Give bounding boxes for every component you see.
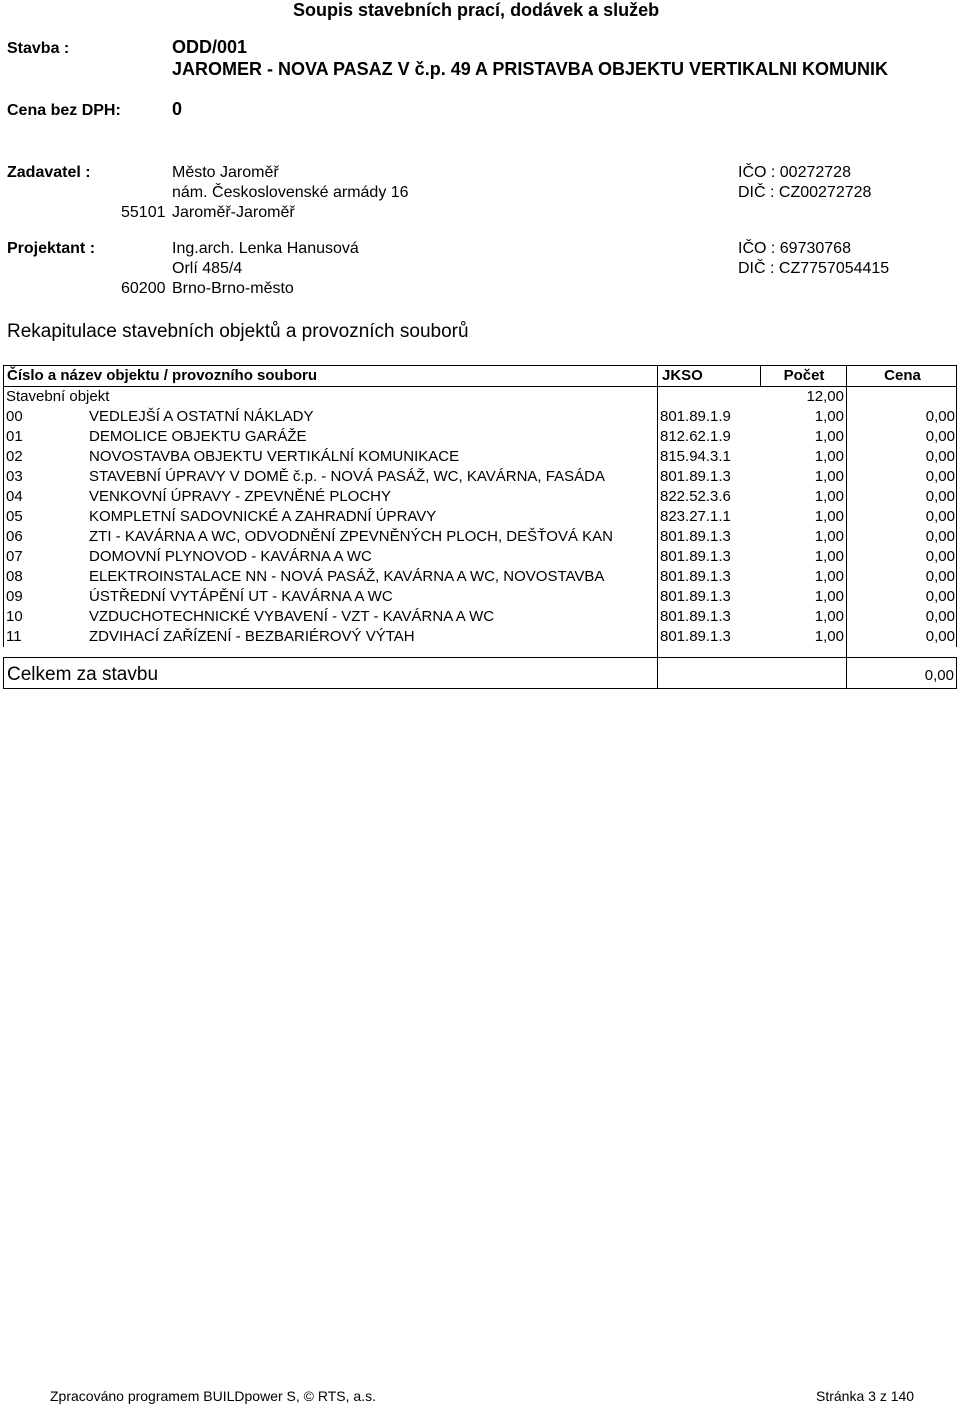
row-jkso: 815.94.3.1 [660,448,731,465]
projektant-ico: IČO : 69730768 [738,240,851,257]
row-name: ÚSTŘEDNÍ VYTÁPĚNÍ UT - KAVÁRNA A WC [89,588,393,605]
row-jkso: 801.89.1.3 [660,468,731,485]
footer-program: Zpracováno programem BUILDpower S, © RTS, a.s. [50,1388,376,1404]
row-name: VZDUCHOTECHNICKÉ VYBAVENÍ - VZT - KAVÁRNA A WC [89,608,495,625]
row-pocet: 1,00 [814,528,844,545]
stavba-name: JAROMER - NOVA PASAZ V č.p. 49 A PRISTAVBA OBJEKTU VERTIKALNI KOMUNIK [172,59,889,79]
row-jkso: 812.62.1.9 [660,428,731,445]
row-jkso: 801.89.1.3 [660,628,731,645]
projektant-street: Orlí 485/4 [172,260,243,277]
table-row [4,427,956,447]
row-cena: 0,00 [925,608,955,625]
group-label: Stavební objekt [6,388,110,405]
row-pocet: 1,00 [814,588,844,605]
group-pocet: 12,00 [806,388,844,405]
recap-table [3,365,957,647]
row-cena: 0,00 [925,488,955,505]
row-cena: 0,00 [925,628,955,645]
row-pocet: 1,00 [814,408,844,425]
row-jkso: 823.27.1.1 [660,508,731,525]
table-row [4,407,956,427]
row-name: VEDLEJŠÍ A OSTATNÍ NÁKLADY [89,408,314,425]
row-cena: 0,00 [925,428,955,445]
row-pocet: 1,00 [814,628,844,645]
row-number: 10 [6,608,23,625]
total-value: 0,00 [924,667,954,684]
group-row [4,387,956,407]
row-jkso: 801.89.1.3 [660,548,731,565]
row-cena: 0,00 [925,468,955,485]
row-cena: 0,00 [925,408,955,425]
total-row [3,657,957,689]
zadavatel-ico: IČO : 00272728 [738,164,851,181]
row-cena: 0,00 [925,548,955,565]
row-number: 06 [6,528,23,545]
row-jkso: 822.52.3.6 [660,488,731,505]
row-name: ZTI - KAVÁRNA A WC, ODVODNĚNÍ ZPEVNĚNÝCH PLOCH, DEŠŤOVÁ KAN [89,528,613,545]
row-number: 07 [6,548,23,565]
row-pocet: 1,00 [814,608,844,625]
table-row [4,547,956,567]
zadavatel-city: Jaroměř-Jaroměř [172,204,295,221]
row-number: 05 [6,508,23,525]
projektant-psc: 60200 [121,280,166,297]
row-jkso: 801.89.1.3 [660,608,731,625]
row-cena: 0,00 [925,588,955,605]
row-pocet: 1,00 [814,548,844,565]
header-jkso: JKSO [662,367,703,384]
row-jkso: 801.89.1.9 [660,408,731,425]
table-row [4,447,956,467]
table-row [4,507,956,527]
row-name: STAVEBNÍ ÚPRAVY V DOMĚ č.p. - NOVÁ PASÁŽ, WC, KAVÁRNA, FASÁDA [89,468,605,485]
row-number: 00 [6,408,23,425]
table-row [4,527,956,547]
row-name: NOVOSTAVBA OBJEKTU VERTIKÁLNÍ KOMUNIKACE [89,448,460,465]
total-label: Celkem za stavbu [7,664,159,685]
table-header [3,365,957,387]
cena-value: 0 [172,99,183,119]
row-number: 04 [6,488,23,505]
row-name: KOMPLETNÍ SADOVNICKÉ A ZAHRADNÍ ÚPRAVY [89,508,437,525]
projektant-name: Ing.arch. Lenka Hanusová [172,240,359,257]
row-jkso: 801.89.1.3 [660,528,731,545]
projektant-label: Projektant : [7,240,96,257]
zadavatel-label: Zadavatel : [7,164,91,181]
row-jkso: 801.89.1.3 [660,588,731,605]
row-cena: 0,00 [925,508,955,525]
row-name: ZDVIHACÍ ZAŘÍZENÍ - BEZBARIÉROVÝ VÝTAH [89,628,415,645]
row-name: DOMOVNÍ PLYNOVOD - KAVÁRNA A WC [89,548,372,565]
table-row [4,607,956,627]
footer-page: Stránka 3 z 140 [816,1388,915,1404]
row-cena: 0,00 [925,568,955,585]
row-cena: 0,00 [925,448,955,465]
zadavatel-dic: DIČ : CZ00272728 [738,184,872,201]
row-name: DEMOLICE OBJEKTU GARÁŽE [89,428,307,445]
row-pocet: 1,00 [814,568,844,585]
row-pocet: 1,00 [814,448,844,465]
row-number: 08 [6,568,23,585]
stavba-code: ODD/001 [172,37,248,57]
row-number: 02 [6,448,23,465]
page-title: Soupis stavebních prací, dodávek a služeb [293,0,660,20]
table-row [4,627,956,647]
stavba-label: Stavba : [7,40,70,57]
cena-label: Cena bez DPH: [7,102,121,119]
row-name: VENKOVNÍ ÚPRAVY - ZPEVNĚNÉ PLOCHY [89,488,392,505]
zadavatel-name: Město Jaroměř [172,164,279,181]
table-row [4,587,956,607]
header-name: Číslo a název objektu / provozního souboru [7,367,318,384]
row-pocet: 1,00 [814,468,844,485]
row-number: 09 [6,588,23,605]
row-cena: 0,00 [925,528,955,545]
projektant-dic: DIČ : CZ7757054415 [738,260,890,277]
row-jkso: 801.89.1.3 [660,568,731,585]
row-name: ELEKTROINSTALACE NN - NOVÁ PASÁŽ, KAVÁRNA A WC, NOVOSTAVBA [89,568,605,585]
section-title: Rekapitulace stavebních objektů a provozních souborů [7,321,469,342]
table-row [4,487,956,507]
table-body [3,387,957,647]
table-row [4,467,956,487]
table-row [4,567,956,587]
row-number: 01 [6,428,23,445]
header-pocet: Počet [783,367,825,384]
row-number: 03 [6,468,23,485]
row-number: 11 [6,628,22,645]
projektant-city: Brno-Brno-město [172,280,294,297]
header-cena: Cena [884,367,921,384]
row-pocet: 1,00 [814,508,844,525]
zadavatel-street: nám. Československé armády 16 [172,184,409,201]
zadavatel-psc: 55101 [121,204,166,221]
row-pocet: 1,00 [814,428,844,445]
row-pocet: 1,00 [814,488,844,505]
